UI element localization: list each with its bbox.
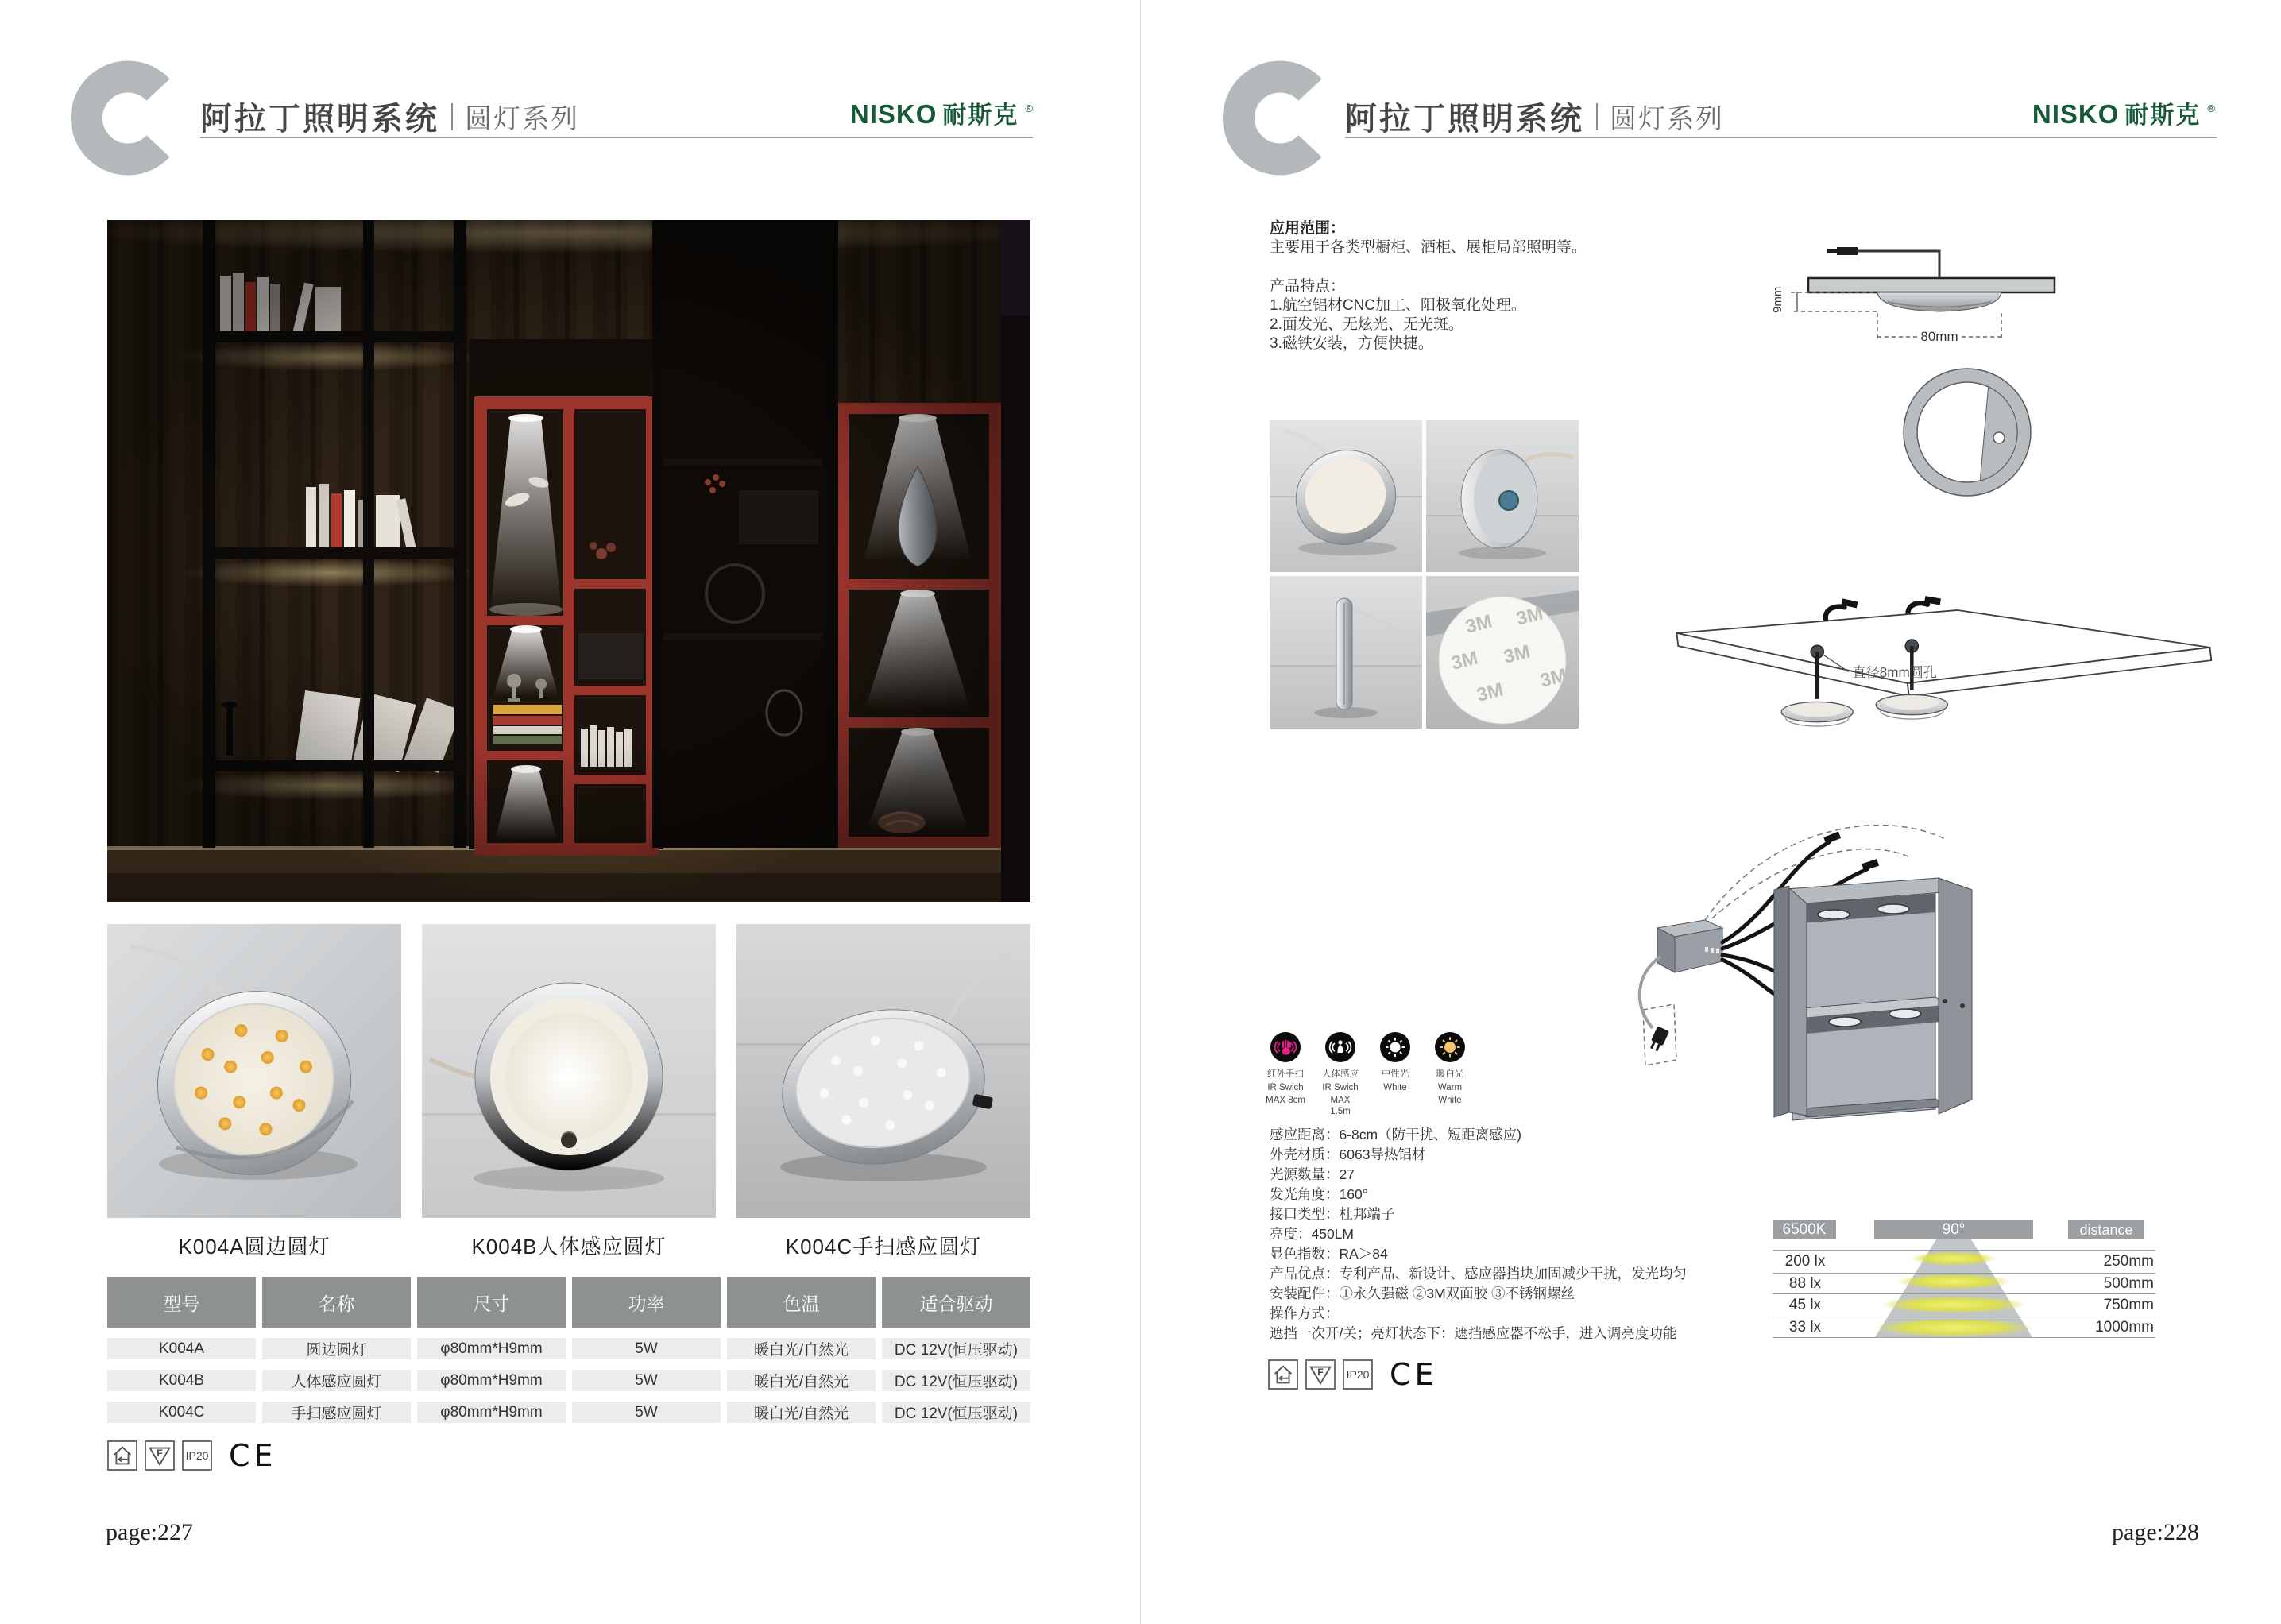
diameter-label: 80mm [1920, 329, 1958, 344]
color-temp-badge: 6500K [1773, 1220, 1836, 1239]
product-photo-k004a [107, 924, 401, 1218]
distance-value: 1000mm [2095, 1319, 2154, 1336]
registered-mark: ® [2207, 102, 2215, 114]
spec-line: 亮度：450LM [1270, 1226, 1355, 1242]
cell: 手扫感应圆灯 [262, 1402, 411, 1423]
indoor-use-icon [107, 1440, 137, 1471]
system-title: 阿拉丁照明系统 [1345, 102, 1584, 137]
title-divider [1596, 103, 1598, 130]
table-row [107, 1338, 1030, 1359]
white-sun-icon [1379, 1031, 1411, 1063]
nisko-logo [2032, 95, 2215, 130]
product-features [1270, 277, 1526, 354]
indoor-use-icon [1268, 1359, 1298, 1390]
chart-line [1773, 1337, 2155, 1338]
installation-board-diagram [1641, 588, 2245, 771]
warm-sun-icon [1434, 1031, 1466, 1063]
detail-photo-front [1270, 420, 1422, 572]
cell: DC 12V(恒压驱动) [882, 1402, 1030, 1423]
c-logo-mark [68, 60, 188, 176]
spec-line: 光源数量：27 [1270, 1166, 1355, 1182]
hole-label: 直径8mm圆孔 [1852, 663, 1938, 680]
mode-label: MAX 8cm [1266, 1096, 1305, 1105]
ip20-icon [182, 1440, 212, 1471]
warm-white-mode [1429, 1031, 1471, 1117]
ring-front-view [1897, 362, 2040, 505]
ir-hand-mode [1265, 1031, 1306, 1117]
mode-label: 人体感应 [1322, 1069, 1359, 1079]
feature-item: 3.磁铁安装，方便快捷。 [1270, 335, 1433, 352]
cell: φ80mm*H9mm [417, 1338, 566, 1359]
features-heading: 产品特点： [1270, 278, 1346, 295]
chart-line [1773, 1273, 2155, 1274]
cell: 圆边圆灯 [262, 1338, 411, 1359]
spec-line: 遮挡一次开/关；亮灯状态下：遮挡感应器不松手，进入调亮度功能 [1270, 1325, 1677, 1341]
spec-line: 接口类型：杜邦端子 [1270, 1206, 1395, 1222]
caption-k004c: K004C手扫感应圆灯 [785, 1235, 982, 1259]
feature-item: 2.面发光、无炫光、无光斑。 [1270, 316, 1463, 333]
application-body: 主要用于各类型橱柜、酒柜、展柜局部照明等。 [1270, 239, 1587, 256]
spec-line: 感应距离：6-8cm（防干扰、短距离感应) [1270, 1127, 1521, 1143]
cell: φ80mm*H9mm [417, 1402, 566, 1423]
ip-rating: IP20 [185, 1449, 209, 1462]
photometric-chart [1773, 1220, 2155, 1341]
col-model: 型号 [107, 1277, 256, 1328]
cabinet-wiring-diagram [1629, 793, 2193, 1158]
detail-photo-side [1270, 576, 1422, 729]
product-photo-k004c [736, 924, 1030, 1218]
page-title [1345, 94, 1724, 139]
page-227 [0, 0, 1140, 1624]
detail-photo-3m-adhesive [1426, 576, 1579, 729]
mode-icon-row [1265, 1031, 1471, 1117]
header-rule [200, 137, 1033, 138]
brand-en: NISKO [2032, 99, 2120, 129]
svg-text:F: F [157, 1447, 163, 1459]
chart-line [1773, 1250, 2155, 1251]
dimension-diagram [1769, 237, 2086, 356]
col-power: 功率 [572, 1277, 721, 1328]
registered-mark: ® [1025, 102, 1033, 114]
height-label: 9mm [1771, 286, 1784, 313]
ce-mark: CE [229, 1438, 277, 1473]
page-number: page:227 [106, 1519, 193, 1545]
cell: 暖白光/自然光 [727, 1402, 876, 1423]
lux-value: 45 lx [1788, 1297, 1822, 1313]
application-scope [1270, 219, 1587, 257]
spec-line: 产品优点：专利产品、新设计、感应器挡块加固减少干扰，发光均匀 [1270, 1266, 1687, 1282]
chart-line [1773, 1293, 2155, 1294]
header-rule [1345, 137, 2217, 138]
spec-line: 发光角度：160° [1270, 1186, 1368, 1202]
mode-label: 红外手扫 [1267, 1069, 1304, 1079]
cell: 暖白光/自然光 [727, 1338, 876, 1359]
mode-label: 中性光 [1381, 1069, 1409, 1079]
page-title [200, 94, 579, 139]
cell: K004A [107, 1338, 256, 1359]
svg-text:3M: 3M [1474, 679, 1506, 706]
distance-value: 250mm [2103, 1253, 2154, 1270]
distance-badge: distance [2068, 1220, 2144, 1239]
cell: K004C [107, 1402, 256, 1423]
series-title: 圆灯系列 [465, 104, 579, 134]
pir-sensor-mode [1320, 1031, 1361, 1117]
cell: DC 12V(恒压驱动) [882, 1370, 1030, 1391]
cell: 5W [572, 1338, 721, 1359]
cell: 5W [572, 1402, 721, 1423]
application-heading: 应用范围： [1270, 220, 1346, 237]
mode-label: 暖白光 [1436, 1069, 1464, 1079]
product-photo-k004b [422, 924, 716, 1218]
svg-text:3M: 3M [1463, 610, 1494, 638]
f-mark-icon [145, 1440, 175, 1471]
beam-angle-badge: 90° [1874, 1220, 2033, 1239]
svg-text:3M: 3M [1448, 647, 1480, 675]
ce-mark: CE [1390, 1357, 1438, 1392]
title-divider [451, 103, 453, 130]
cell: 5W [572, 1370, 721, 1391]
page-228 [1141, 0, 2281, 1624]
nisko-logo [849, 95, 1033, 130]
distance-value: 750mm [2103, 1297, 2154, 1313]
cell: 人体感应圆灯 [262, 1370, 411, 1391]
light-cone-graphic [1866, 1239, 2043, 1338]
table-row [107, 1370, 1030, 1391]
ip-rating: IP20 [1346, 1368, 1370, 1381]
brand-cn: 耐斯克 [2124, 102, 2202, 129]
col-driver: 适合驱动 [882, 1277, 1030, 1328]
lux-value: 200 lx [1784, 1253, 1826, 1270]
f-mark-icon [1305, 1359, 1336, 1390]
page-divider [1140, 0, 1141, 1624]
certification-row [1268, 1357, 1438, 1392]
lux-value: 33 lx [1788, 1319, 1822, 1336]
svg-text:3M: 3M [1537, 664, 1569, 692]
spec-list [1270, 1125, 1687, 1344]
caption-k004a: K004A圆边圆灯 [178, 1235, 331, 1259]
cell: K004B [107, 1370, 256, 1391]
spec-table [107, 1277, 1030, 1423]
col-name: 名称 [262, 1277, 411, 1328]
lux-value: 88 lx [1788, 1275, 1822, 1292]
mode-label: IR Swich [1322, 1082, 1359, 1092]
feature-item: 1.航空铝材CNC加工、阳极氧化处理。 [1270, 297, 1527, 314]
svg-text:F: F [1317, 1366, 1324, 1378]
ip20-icon [1343, 1359, 1373, 1390]
neutral-white-mode [1374, 1031, 1416, 1117]
cell: DC 12V(恒压驱动) [882, 1338, 1030, 1359]
ir-hand-icon [1270, 1031, 1301, 1063]
mode-label: Warm [1437, 1082, 1463, 1092]
col-cct: 色温 [727, 1277, 876, 1328]
brand-en: NISKO [849, 99, 938, 129]
spec-line: 安装配件：①永久强磁 ②3M双面胶 ③不锈钢螺丝 [1270, 1286, 1575, 1301]
svg-text:3M: 3M [1501, 640, 1533, 668]
detail-photo-back [1426, 420, 1579, 572]
svg-text:3M: 3M [1514, 602, 1545, 630]
mode-label: MAX 1.5m [1330, 1096, 1351, 1116]
detail-photo-grid [1270, 420, 1579, 729]
c-logo-mark [1220, 60, 1340, 176]
spec-line: 显色指数：RA＞84 [1270, 1246, 1388, 1262]
table-header-row [107, 1277, 1030, 1328]
table-row [107, 1402, 1030, 1423]
spec-line: 外壳材质：6063导热铝材 [1270, 1146, 1426, 1162]
series-title: 圆灯系列 [1610, 104, 1724, 134]
mode-label: IR Swich [1267, 1082, 1304, 1092]
distance-value: 500mm [2103, 1275, 2154, 1292]
mode-label: White [1383, 1082, 1407, 1092]
mode-label: White [1438, 1096, 1462, 1105]
caption-k004b: K004B人体感应圆灯 [471, 1235, 667, 1259]
cell: 暖白光/自然光 [727, 1370, 876, 1391]
pir-sensor-icon [1324, 1031, 1356, 1063]
cell: φ80mm*H9mm [417, 1370, 566, 1391]
certification-row [107, 1438, 277, 1473]
spec-line: 操作方式： [1270, 1305, 1340, 1321]
page-number: page:228 [2112, 1519, 2199, 1545]
bookshelf-hero-photo [107, 220, 1030, 902]
brand-cn: 耐斯克 [942, 102, 1019, 129]
system-title: 阿拉丁照明系统 [200, 102, 439, 137]
col-size: 尺寸 [417, 1277, 566, 1328]
